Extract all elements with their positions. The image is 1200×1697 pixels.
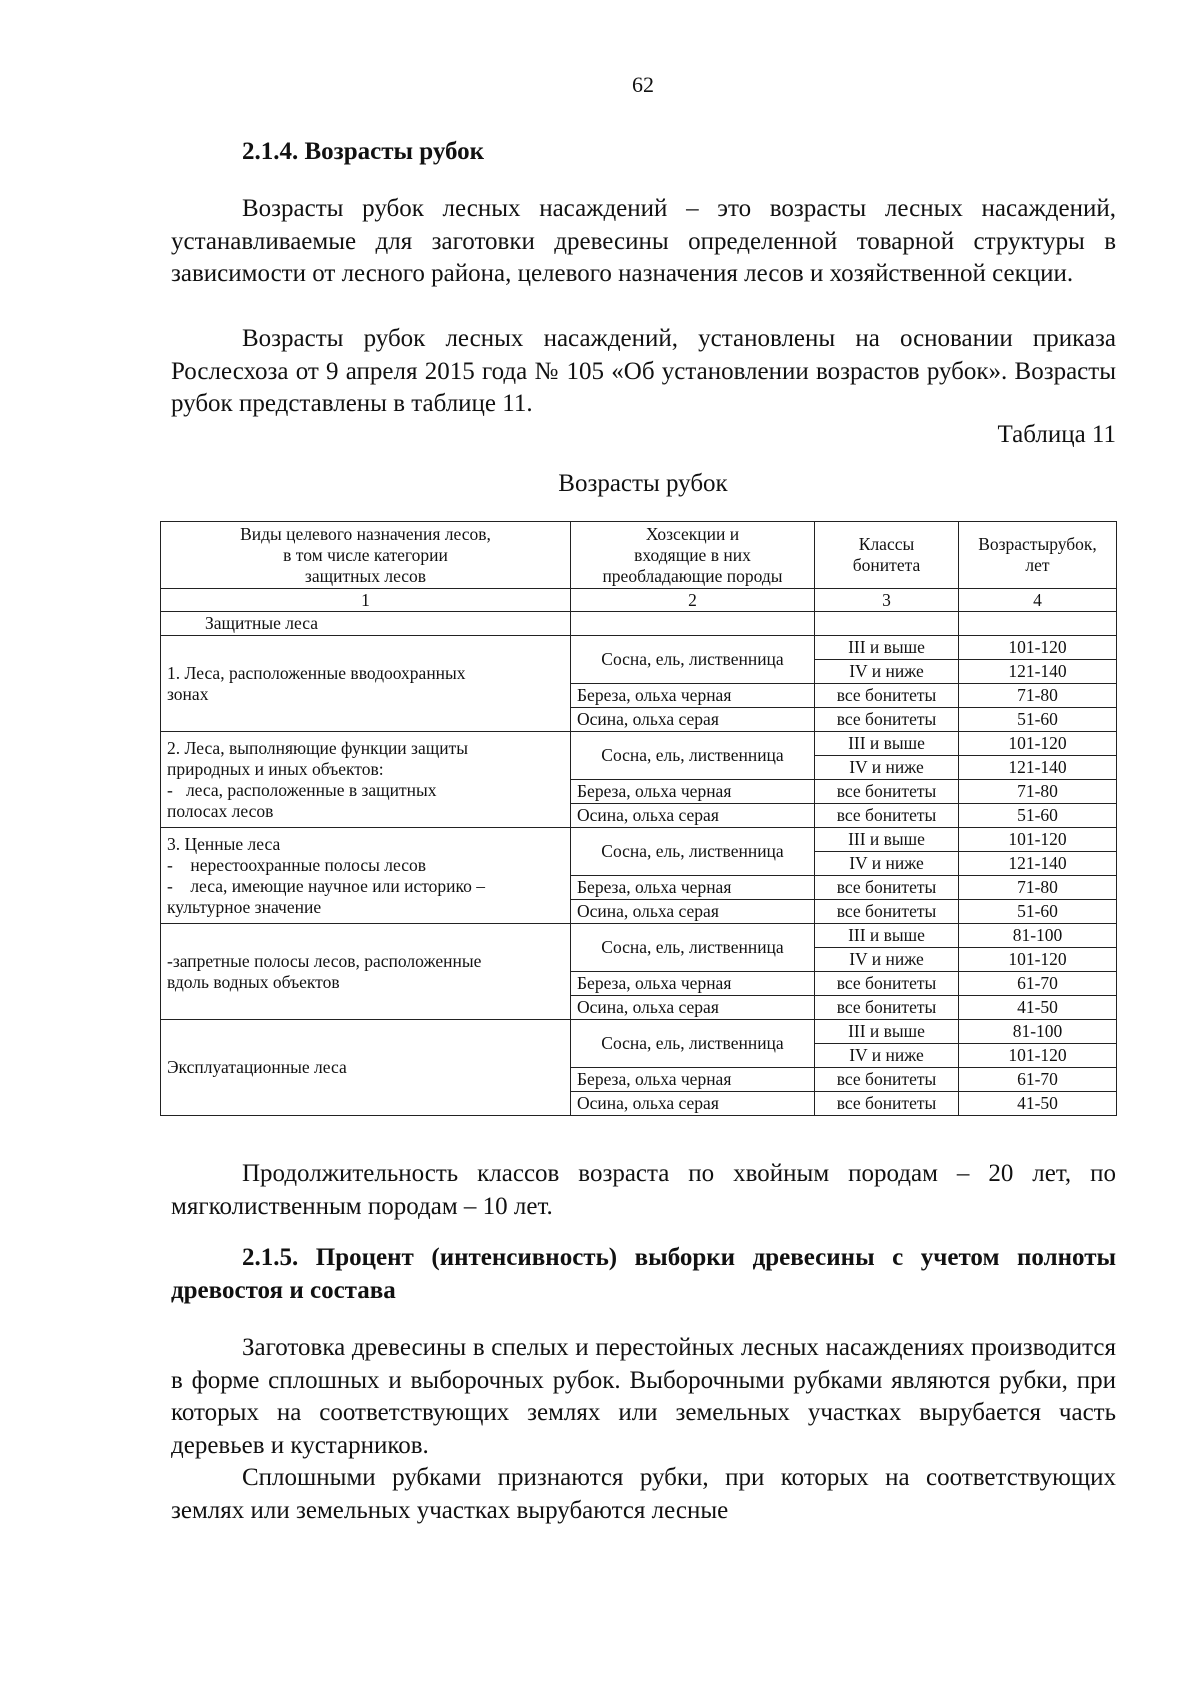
bonitet-cell: IV и ниже bbox=[815, 1044, 959, 1068]
bonitet-cell: все бонитеты bbox=[815, 1068, 959, 1092]
species-cell: Осина, ольха серая bbox=[571, 996, 815, 1020]
species-cell: Осина, ольха серая bbox=[571, 900, 815, 924]
bonitet-cell: IV и ниже bbox=[815, 660, 959, 684]
table-row bbox=[161, 828, 1117, 852]
page-number: 62 bbox=[632, 72, 654, 97]
age-cell: 41-50 bbox=[959, 1092, 1117, 1116]
table-label: Таблица 11 bbox=[997, 421, 1116, 448]
column-number-row bbox=[161, 589, 1117, 612]
age-cell: 81-100 bbox=[959, 1020, 1117, 1044]
age-cell: 101-120 bbox=[959, 948, 1117, 972]
bonitet-cell: все бонитеты bbox=[815, 900, 959, 924]
table-row bbox=[161, 636, 1117, 660]
age-cell: 121-140 bbox=[959, 756, 1117, 780]
bonitet-cell: IV и ниже bbox=[815, 852, 959, 876]
table-row bbox=[161, 924, 1117, 948]
age-cell: 41-50 bbox=[959, 996, 1117, 1020]
paragraph-clear-cutting: Сплошными рубками признаются рубки, при которых на соответствующих землях или земельных участках вырубаются лесные bbox=[171, 1464, 1116, 1524]
species-cell: Сосна, ель, лиственница bbox=[571, 924, 815, 972]
protective-forests-label: Защитные леса bbox=[161, 612, 571, 636]
forest-category-cell: 1. Леса, расположенные вводоохранных зонах bbox=[161, 636, 571, 732]
forest-category-cell: -запретные полосы лесов, расположенные вдоль водных объектов bbox=[161, 924, 571, 1020]
table-header-row bbox=[161, 522, 1117, 589]
header-economic-sections: Хозсекции и входящие в них преобладающие породы bbox=[571, 522, 815, 589]
bonitet-cell: IV и ниже bbox=[815, 756, 959, 780]
section-heading-2-1-4: 2.1.4. Возрасты рубок bbox=[242, 138, 485, 165]
bonitet-cell: III и выше bbox=[815, 924, 959, 948]
age-cell: 71-80 bbox=[959, 876, 1117, 900]
species-cell: Сосна, ель, лиственница bbox=[571, 732, 815, 780]
age-cell: 101-120 bbox=[959, 636, 1117, 660]
age-cell: 51-60 bbox=[959, 708, 1117, 732]
bonitet-cell: все бонитеты bbox=[815, 684, 959, 708]
column-number: 1 bbox=[161, 589, 571, 612]
section-heading-2-1-5: 2.1.5. Процент (интенсивность) выборки древесины с учетом полноты древостоя и состава bbox=[171, 1244, 1116, 1304]
species-cell: Сосна, ель, лиственница bbox=[571, 636, 815, 684]
protective-forests-row bbox=[161, 612, 1117, 636]
bonitet-cell: все бонитеты bbox=[815, 1092, 959, 1116]
species-cell: Осина, ольха серая bbox=[571, 1092, 815, 1116]
cutting-ages-table bbox=[160, 521, 1117, 1116]
table-title: Возрасты рубок bbox=[558, 470, 728, 497]
age-cell: 71-80 bbox=[959, 684, 1117, 708]
table-row bbox=[161, 732, 1117, 756]
species-cell: Сосна, ель, лиственница bbox=[571, 1020, 815, 1068]
species-cell: Береза, ольха черная bbox=[571, 1068, 815, 1092]
species-cell: Береза, ольха черная bbox=[571, 972, 815, 996]
column-number: 2 bbox=[571, 589, 815, 612]
species-cell: Осина, ольха серая bbox=[571, 708, 815, 732]
header-bonitet-classes: Классы бонитета bbox=[815, 522, 959, 589]
age-cell: 51-60 bbox=[959, 900, 1117, 924]
paragraph-harvesting-forms: Заготовка древесины в спелых и перестойных лесных насаждениях производится в форме сплошных и выборочных рубок. Выборочными рубками являются рубки, при которых на соответствующих землях или земельных участках вырубается часть деревьев и кустарников. bbox=[171, 1334, 1116, 1459]
age-cell: 101-120 bbox=[959, 1044, 1117, 1068]
bonitet-cell: III и выше bbox=[815, 1020, 959, 1044]
bonitet-cell: все бонитеты bbox=[815, 708, 959, 732]
paragraph-age-class-duration: Продолжительность классов возраста по хвойным породам – 20 лет, по мягколиственным породам – 10 лет. bbox=[171, 1160, 1116, 1220]
table-row bbox=[161, 1020, 1117, 1044]
species-cell: Сосна, ель, лиственница bbox=[571, 828, 815, 876]
bonitet-cell: все бонитеты bbox=[815, 996, 959, 1020]
forest-category-cell: Эксплуатационные леса bbox=[161, 1020, 571, 1116]
bonitet-cell: все бонитеты bbox=[815, 780, 959, 804]
age-cell: 121-140 bbox=[959, 660, 1117, 684]
paragraph-cutting-ages-definition: Возрасты рубок лесных насаждений – это возрасты лесных насаждений, устанавливаемые для заготовки древесины определенной товарной структуры в зависимости от лесного района, целевого назначения лесов и хозяйственной секции. bbox=[171, 195, 1116, 287]
forest-category-cell: 2. Леса, выполняющие функции защиты природных и иных объектов: - леса, расположенные в защитных полосах лесов bbox=[161, 732, 571, 828]
bonitet-cell: III и выше bbox=[815, 732, 959, 756]
age-cell: 101-120 bbox=[959, 828, 1117, 852]
age-cell: 61-70 bbox=[959, 972, 1117, 996]
age-cell: 61-70 bbox=[959, 1068, 1117, 1092]
species-cell: Береза, ольха черная bbox=[571, 876, 815, 900]
species-cell: Береза, ольха черная bbox=[571, 684, 815, 708]
age-cell: 71-80 bbox=[959, 780, 1117, 804]
age-cell: 81-100 bbox=[959, 924, 1117, 948]
age-cell: 51-60 bbox=[959, 804, 1117, 828]
bonitet-cell: все бонитеты bbox=[815, 876, 959, 900]
age-cell: 121-140 bbox=[959, 852, 1117, 876]
bonitet-cell: III и выше bbox=[815, 636, 959, 660]
bonitet-cell: III и выше bbox=[815, 828, 959, 852]
species-cell: Береза, ольха черная bbox=[571, 780, 815, 804]
bonitet-cell: все бонитеты bbox=[815, 804, 959, 828]
paragraph-cutting-ages-order: Возрасты рубок лесных насаждений, установлены на основании приказа Рослесхоза от 9 апреля 2015 года № 105 «Об установлении возрастов рубок». Возрасты рубок представлены в таблице 11. bbox=[171, 325, 1116, 417]
forest-category-cell: 3. Ценные леса - нерестоохранные полосы лесов - леса, имеющие научное или историко – культурное значение bbox=[161, 828, 571, 924]
age-cell: 101-120 bbox=[959, 732, 1117, 756]
species-cell: Осина, ольха серая bbox=[571, 804, 815, 828]
bonitet-cell: все бонитеты bbox=[815, 972, 959, 996]
header-forest-purpose: Виды целевого назначения лесов, в том числе категории защитных лесов bbox=[161, 522, 571, 589]
header-cutting-age: Возрастырубок, лет bbox=[959, 522, 1117, 589]
bonitet-cell: IV и ниже bbox=[815, 948, 959, 972]
column-number: 4 bbox=[959, 589, 1117, 612]
column-number: 3 bbox=[815, 589, 959, 612]
